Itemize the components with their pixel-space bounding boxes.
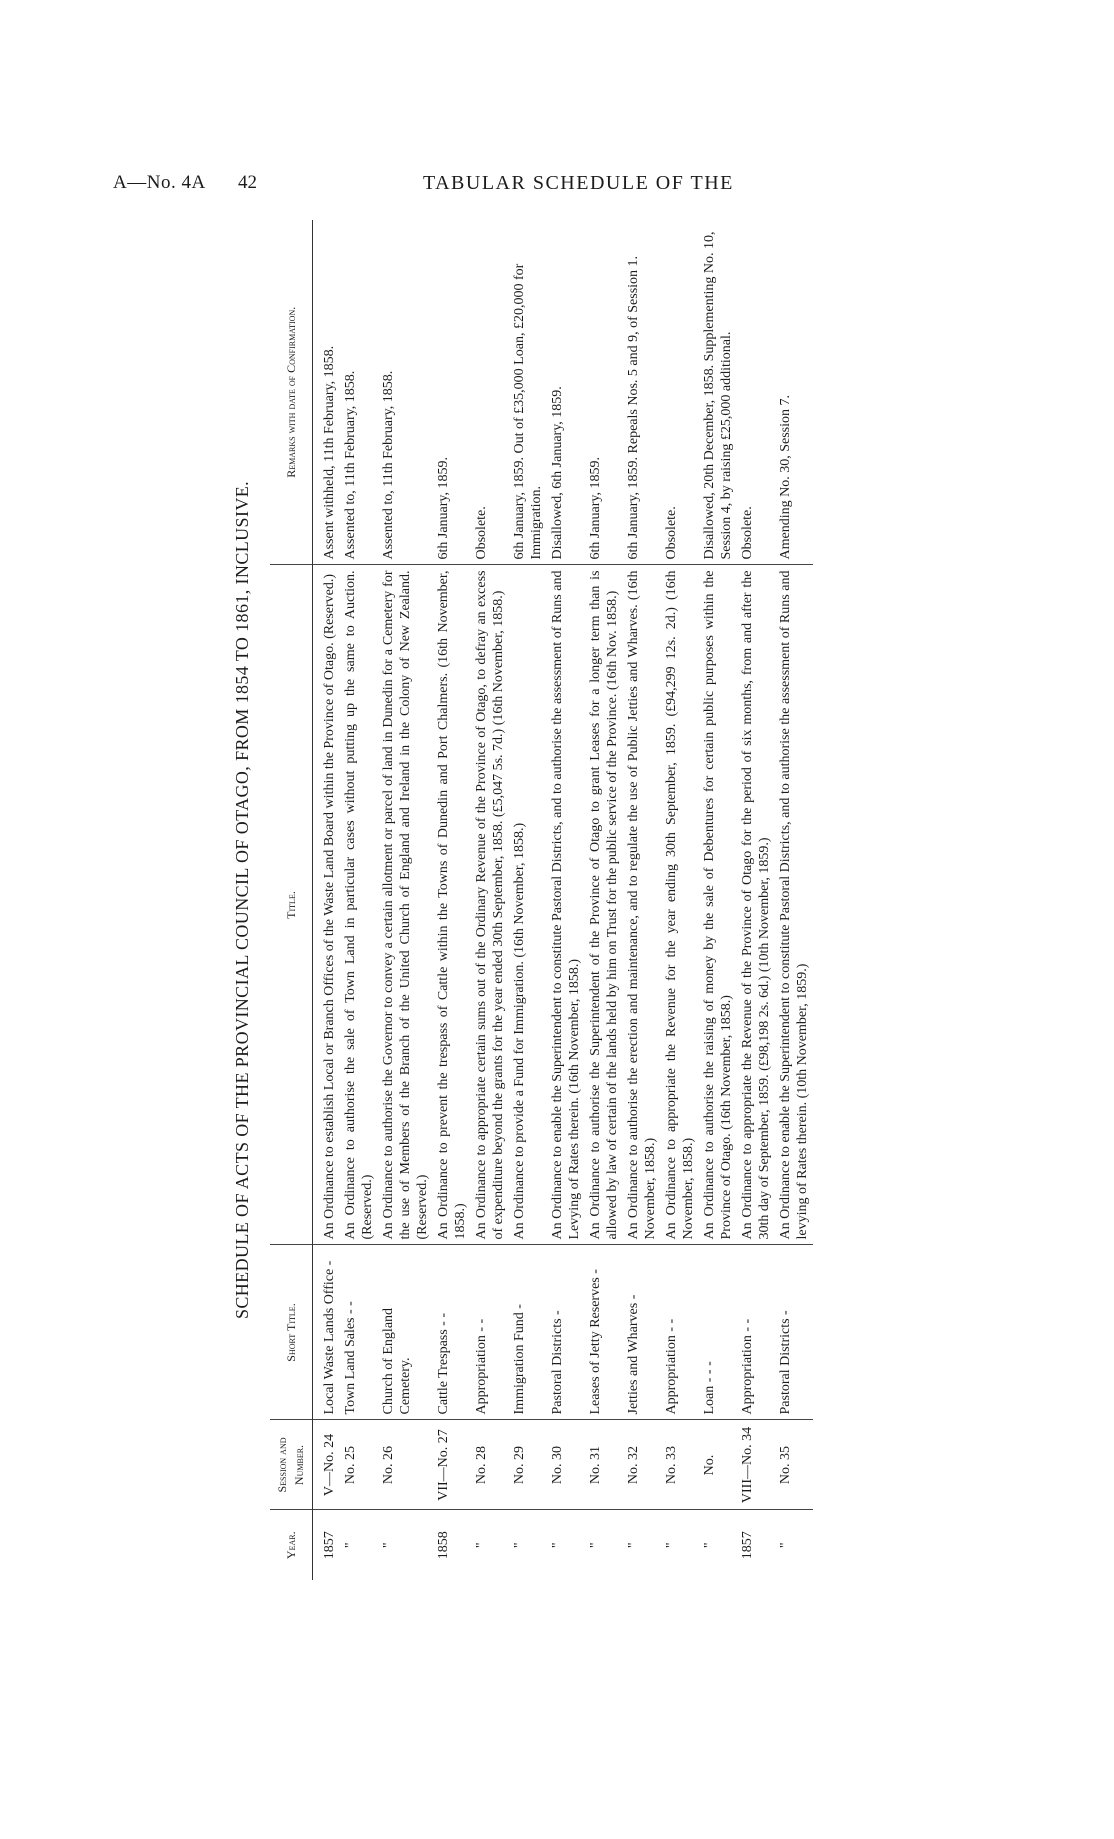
- header-year: Year.: [270, 1510, 313, 1580]
- cell-title: An Ordinance to authorise the Governor to convey a certain allotment or parcel of land in Dunedin for a Cemetery for the use of Members of the Branch of the United Church of England and Ireland in the Colony of New Zealand. (Reserved.): [378, 565, 433, 1245]
- cell-title: An Ordinance to enable the Superintendent to constitute Pastoral Districts, and to authorise the assessment of Runs and levying of Rates therein. (10th November, 1859.): [775, 565, 813, 1245]
- cell-title: An Ordinance to authorise the Superintendent of the Province of Otago to grant Leases for a longer term than is allowed by law of certain of the lands held by him on Trust for the public service of the Province. (16th Nov. 1858.): [585, 565, 623, 1245]
- cell-short-title: Loan - - -: [699, 1245, 737, 1420]
- cell-remarks: 6th January, 1859. Out of £35,000 Loan, £20,000 for Immigration.: [509, 220, 547, 565]
- cell-session: VII—No. 27: [433, 1420, 471, 1510]
- cell-remarks: Obsolete.: [471, 220, 509, 565]
- cell-year: ": [474, 1542, 489, 1549]
- cell-short-title: Church of England Cemetery.: [378, 1245, 433, 1420]
- running-title: TABULAR SCHEDULE OF THE: [423, 172, 734, 194]
- cell-year: 1857: [740, 1531, 755, 1560]
- cell-year: ": [778, 1542, 793, 1549]
- cell-title: An Ordinance to authorise the erection and maintenance, and to regulate the use of Public Jetties and Wharves. (16th November, 1858.): [623, 565, 661, 1245]
- cell-title: An Ordinance to authorise the raising of money by the sale of Debentures for certain public purposes within the Province of Otago. (16th November, 1858.): [699, 565, 737, 1245]
- table-row: [661, 220, 699, 1580]
- cell-title: An Ordinance to establish Local or Branch Offices of the Waste Land Board within the Province of Otago. (Reserved.): [313, 565, 341, 1245]
- cell-year: ": [381, 1542, 396, 1549]
- cell-title: An Ordinance to appropriate the Revenue for the year ending 30th September, 1859. (£94,299 12s. 2d.) (16th November, 1858.): [661, 565, 699, 1245]
- cell-session: No. 35: [775, 1420, 813, 1510]
- cell-year: 1857: [322, 1531, 337, 1560]
- cell-session: No. 28: [471, 1420, 509, 1510]
- table-row: [378, 220, 433, 1580]
- cell-short-title: Appropriation - -: [471, 1245, 509, 1420]
- header-short-title: Short Title.: [270, 1245, 313, 1420]
- cell-remarks: Amending No. 30, Session 7.: [775, 220, 813, 565]
- cell-short-title: Appropriation - -: [661, 1245, 699, 1420]
- table-row: [775, 220, 813, 1580]
- cell-remarks: Disallowed, 6th January, 1859.: [547, 220, 585, 565]
- table-row: [699, 220, 737, 1580]
- header-row: [270, 220, 313, 1580]
- rotated-schedule: [230, 220, 810, 1580]
- cell-session: No.: [699, 1420, 737, 1510]
- table-row: [471, 220, 509, 1580]
- cell-short-title: Appropriation - -: [737, 1245, 775, 1420]
- cell-year: ": [702, 1542, 717, 1549]
- header-remarks: Remarks with date of Confirmation.: [270, 220, 313, 565]
- cell-title: An Ordinance to provide a Fund for Immigration. (16th November, 1858.): [509, 565, 547, 1245]
- cell-remarks: 6th January, 1859.: [433, 220, 471, 565]
- table-row: [737, 220, 775, 1580]
- cell-session: No. 32: [623, 1420, 661, 1510]
- table-row: [433, 220, 471, 1580]
- cell-session: VIII—No. 34: [737, 1420, 775, 1510]
- cell-title: An Ordinance to authorise the sale of Town Land in particular cases without putting up the same to Auction. (Reserved.): [340, 565, 378, 1245]
- table-row: [313, 220, 341, 1580]
- page-number: 42: [238, 172, 257, 193]
- cell-remarks: 6th January, 1859.: [585, 220, 623, 565]
- table-row: [340, 220, 378, 1580]
- cell-short-title: Cattle Trespass - -: [433, 1245, 471, 1420]
- table-title: SCHEDULE OF ACTS OF THE PROVINCIAL COUNCIL OF OTAGO, FROM 1854 TO 1861, INCLUSIVE.: [232, 480, 252, 1320]
- table-row: [585, 220, 623, 1580]
- header-session: Session and Number.: [270, 1420, 313, 1510]
- cell-short-title: Immigration Fund -: [509, 1245, 547, 1420]
- schedule-table: [270, 220, 813, 1580]
- cell-short-title: Leases of Jetty Reserves -: [585, 1245, 623, 1420]
- cell-remarks: Disallowed, 20th December, 1858. Supplementing No. 10, Session 4, by raising £25,000 additional.: [699, 220, 737, 565]
- cell-title: An Ordinance to appropriate the Revenue of the Province of Otago for the period of six months, from and after the 30th day of September, 1859. (£98,198 2s. 6d.) (10th November, 1859.): [737, 565, 775, 1245]
- table-row: [509, 220, 547, 1580]
- cell-remarks: 6th January, 1859. Repeals Nos. 5 and 9, of Session 1.: [623, 220, 661, 565]
- table-row: [547, 220, 585, 1580]
- cell-short-title: Local Waste Lands Office -: [313, 1245, 341, 1420]
- cell-remarks: Obsolete.: [661, 220, 699, 565]
- cell-short-title: Town Land Sales - -: [340, 1245, 378, 1420]
- cell-year: ": [343, 1542, 358, 1549]
- cell-session: No. 25: [340, 1420, 378, 1510]
- cell-title: An Ordinance to enable the Superintendent to constitute Pastoral Districts, and to authorise the assessment of Runs and Levying of Rates therein. (16th November, 1858.): [547, 565, 585, 1245]
- cell-short-title: Jetties and Wharves -: [623, 1245, 661, 1420]
- cell-remarks: Obsolete.: [737, 220, 775, 565]
- cell-remarks: Assented to, 11th February, 1858.: [340, 220, 378, 565]
- cell-year: ": [664, 1542, 679, 1549]
- cell-year: ": [588, 1542, 603, 1549]
- header-title: Title.: [270, 565, 313, 1245]
- cell-short-title: Pastoral Districts -: [775, 1245, 813, 1420]
- cell-remarks: Assent withheld, 11th February, 1858.: [313, 220, 341, 565]
- cell-session: No. 31: [585, 1420, 623, 1510]
- document-number: A—No. 4A: [113, 172, 206, 193]
- table-row: [623, 220, 661, 1580]
- cell-year: ": [626, 1542, 641, 1549]
- cell-title: An Ordinance to appropriate certain sums out of the Ordinary Revenue of the Province of Otago, to defray an excess of expenditure beyond the grants for the year ended 30th September, 1858. (£5,047 5s. 7d.) (16th November, 1858.): [471, 565, 509, 1245]
- running-head: [0, 172, 1114, 202]
- cell-year: 1858: [436, 1531, 451, 1560]
- cell-session: No. 33: [661, 1420, 699, 1510]
- cell-session: No. 30: [547, 1420, 585, 1510]
- cell-remarks: Assented to, 11th February, 1858.: [378, 220, 433, 565]
- cell-short-title: Pastoral Districts -: [547, 1245, 585, 1420]
- cell-session: No. 29: [509, 1420, 547, 1510]
- cell-year: ": [512, 1542, 527, 1549]
- cell-session: No. 26: [378, 1420, 433, 1510]
- cell-title: An Ordinance to prevent the trespass of Cattle within the Towns of Dunedin and Port Chalmers. (16th November, 1858.): [433, 565, 471, 1245]
- cell-year: ": [550, 1542, 565, 1549]
- cell-session: V—No. 24: [313, 1420, 341, 1510]
